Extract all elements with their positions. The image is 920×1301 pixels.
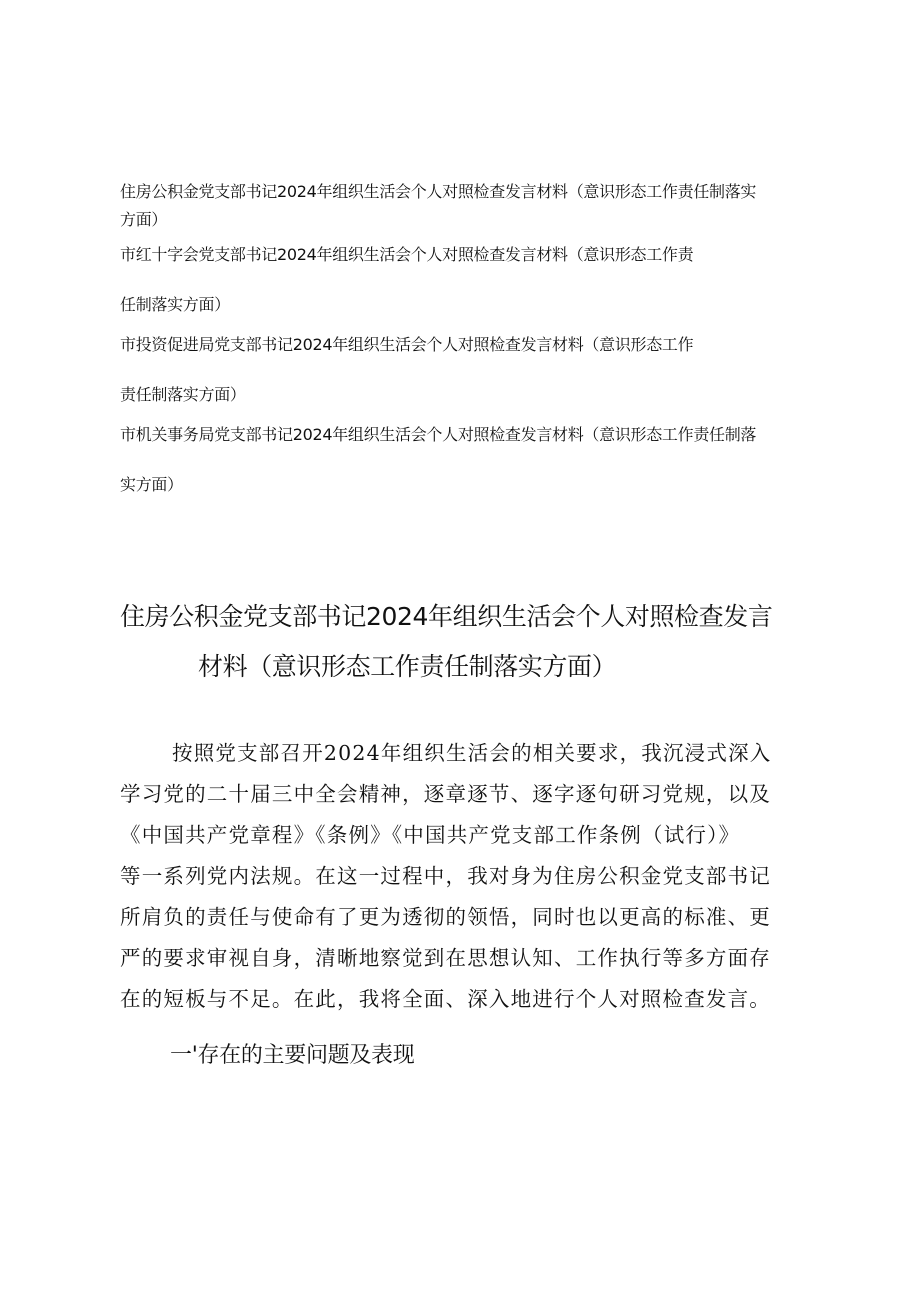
document-title — [120, 592, 820, 692]
document-title-line: 材料（意识形态工作责任制落实方面） — [198, 652, 617, 681]
paragraph-line: 严的要求审视自身，清晰地察觉到在思想认知、工作执行等多方面存 — [120, 946, 771, 970]
paragraph-line: 《中国共产党章程》《条例》《中国共产党支部工作条例（试行）》 — [120, 823, 741, 847]
toc-item-line: 实方面） — [120, 475, 183, 494]
toc-item — [120, 178, 820, 234]
toc-item-line: 市红十字会党支部书记2024年组织生活会个人对照检查发言材料（意识形态工作责 — [120, 245, 694, 264]
toc-item-line: 责任制落实方面） — [120, 385, 246, 404]
toc-item-line: 市机关事务局党支部书记2024年组织生活会个人对照检查发言材料（意识形态工作责任制落 — [120, 425, 757, 444]
toc-item-line: 任制落实方面） — [120, 295, 230, 314]
toc-item — [120, 320, 820, 420]
toc-item-line: 市投资促进局党支部书记2024年组织生活会个人对照检查发言材料（意识形态工作 — [120, 335, 694, 354]
toc-item-line: 方面） — [120, 210, 168, 229]
document-title-line: 住房公积金党支部书记2024年组织生活会个人对照检查发言 — [120, 602, 773, 631]
toc-item — [120, 410, 820, 510]
paragraph-line: 等一系列党内法规。在这一过程中，我对身为住房公积金党支部书记 — [120, 864, 771, 888]
toc-item-line: 住房公积金党支部书记2024年组织生活会个人对照检查发言材料（意识形态工作责任制落实 — [120, 182, 757, 201]
paragraph-line: 在的短板与不足。在此，我将全面、深入地进行个人对照检查发言。 — [120, 987, 771, 1011]
table-of-contents — [120, 178, 820, 510]
toc-item — [120, 230, 820, 330]
paragraph-line: 按照党支部召开2024年组织生活会的相关要求，我沉浸式深入 — [172, 741, 772, 765]
paragraph-line: 所肩负的责任与使命有了更为透彻的领悟，同时也以更高的标准、更 — [120, 905, 771, 929]
paragraph-line: 学习党的二十届三中全会精神，逐章逐节、逐字逐句研习党规，以及 — [120, 782, 771, 806]
section-heading: 一'存在的主要问题及表现 — [170, 1043, 415, 1068]
intro-paragraph — [120, 733, 810, 1020]
